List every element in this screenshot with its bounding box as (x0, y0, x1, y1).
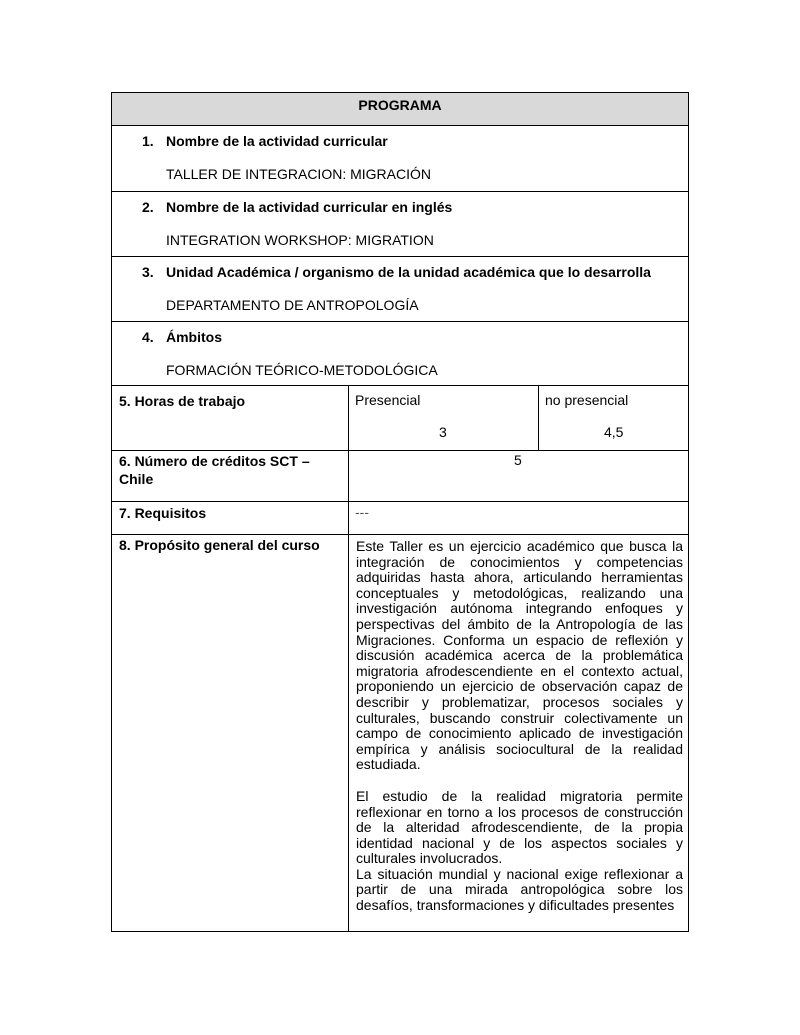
purpose-paragraph-1: Este Taller es un ejercicio académico que busca la integración de conocimientos y competencias adquiridas hasta ahora, articulando herramientas conceptuales y metodológicas, realizando una investigación autónoma integrando enfoques y perspectivas del ámbito de la Antropología de las Migraciones. Conforma un espacio de reflexión y discusión académica acerca de la problemática migratoria afrodescendiente en el contexto actual, proponiendo un ejercicio de observación capaz de describir y problematizar, procesos sociales y culturales, buscando construir colectivamente un campo de conocimiento aplicado de investigación empírica y análisis sociocultural de la realidad estudiada. (356, 538, 683, 773)
program-table (111, 92, 689, 932)
purpose-text-cell (348, 535, 688, 931)
section-2 (112, 192, 688, 257)
requirements-value-cell (348, 502, 688, 534)
requirements-label-cell (112, 502, 348, 534)
section-value: DEPARTAMENTO DE ANTROPOLOGÍA (166, 297, 419, 313)
header-title: PROGRAMA (358, 97, 442, 113)
hours-label: 5. Horas de trabajo (119, 393, 246, 409)
purpose-label-cell (112, 535, 348, 931)
section-title: 2. Nombre de la actividad curricular en inglés (142, 199, 453, 215)
presencial-value: 3 (439, 424, 447, 440)
credits-row (112, 451, 688, 502)
requirements-value: --- (355, 504, 369, 520)
section-value: FORMACIÓN TEÓRICO-METODOLÓGICA (166, 362, 438, 378)
section-title: 3. Unidad Académica / organismo de la unidad académica que lo desarrolla (142, 264, 651, 280)
no-presencial-cell (538, 386, 688, 450)
purpose-paragraph-2: El estudio de la realidad migratoria permite reflexionar en torno a los procesos de construcción de la alteridad afrodescendiente, de la propia identidad nacional y de los aspectos sociales y culturales involucrados. (356, 787, 683, 867)
no-presencial-value: 4,5 (604, 424, 624, 440)
section-1 (112, 126, 688, 192)
purpose-paragraph-3: La situación mundial y nacional exige reflexionar a partir de una mirada antropológica sobre los desafíos, transformaciones y dificultades presentes (356, 865, 683, 914)
no-presencial-label: no presencial (545, 392, 629, 408)
credits-value-cell (348, 451, 688, 501)
credits-label-cell (112, 451, 348, 501)
presencial-label: Presencial (355, 392, 421, 408)
section-4 (112, 322, 688, 386)
presencial-cell (348, 386, 539, 450)
section-value: TALLER DE INTEGRACION: MIGRACIÓN (166, 166, 431, 182)
section-title: 4. Ámbitos (142, 329, 222, 345)
purpose-text (356, 539, 683, 914)
purpose-label: 8. Propósito general del curso (119, 537, 320, 553)
credits-value: 5 (514, 452, 522, 468)
section-3 (112, 257, 688, 322)
credits-label: 6. Número de créditos SCT – Chile (119, 453, 310, 487)
section-value: INTEGRATION WORKSHOP: MIGRATION (166, 232, 434, 248)
section-title: 1. Nombre de la actividad curricular (142, 133, 388, 149)
requirements-label: 7. Requisitos (119, 505, 207, 521)
hours-label-cell (112, 386, 348, 450)
requirements-row (112, 502, 688, 535)
hours-row (112, 386, 688, 451)
purpose-row (112, 535, 688, 931)
table-header (112, 93, 688, 126)
